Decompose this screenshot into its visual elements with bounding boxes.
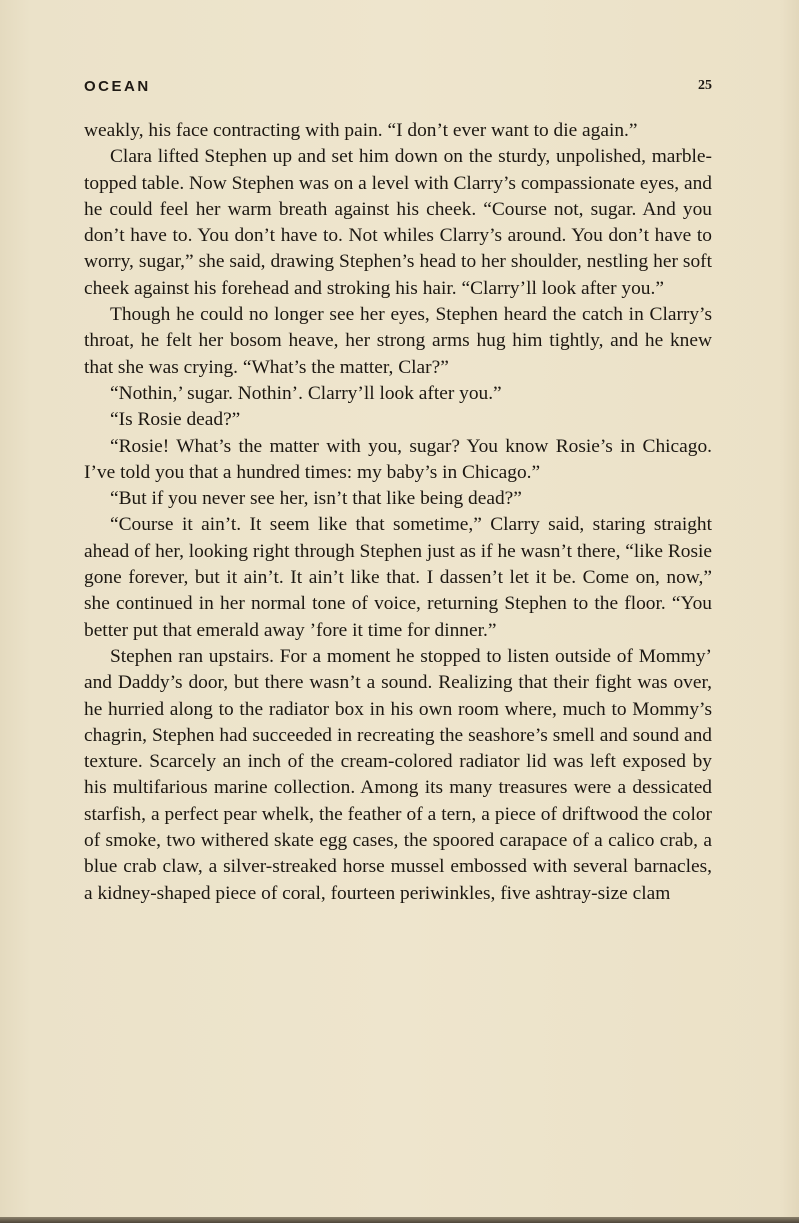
paragraph: “Is Rosie dead?” <box>110 409 241 431</box>
paragraph: “Nothin,’ sugar. Nothin’. Clarry’ll look after you.” <box>110 382 502 404</box>
paragraph: “Course it ain’t. It seem like that sometime,” Clarry said, staring straight ahead of her, looking right through Stephen just as if he wasn’t there, “like Rosie gone forever, but it ain’t. It ain’t like that. I dassen’t let it be. Come on, now,” she continued in her normal tone of voice, returning Stephen to the floor. “You better put that emerald away ’fore it time for dinner.” <box>84 514 712 641</box>
paragraph: “But if you never see her, isn’t that like being dead?” <box>110 488 522 510</box>
body-text <box>84 118 712 907</box>
paragraph: Stephen ran upstairs. For a moment he stopped to listen outside of Mommy’ and Daddy’s door, but there wasn’t a sound. Realizing that their fight was over, he hurried along to the radiator box in his own room where, much to Mommy’s chagrin, Stephen had succeeded in recreating the seashore’s smell and sound and texture. Scarcely an inch of the cream-colored radiator lid was left exposed by his multifarious marine collection. Among its many treasures were a dessicated starfish, a perfect pear whelk, the feather of a tern, a piece of driftwood the color of smoke, two withered skate egg cases, the spoored carapace of a calico crab, a blue crab claw, a silver-streaked horse mussel embossed with several barnacles, a kidney-shaped piece of coral, fourteen periwinkles, five ashtray-size clam <box>84 645 712 904</box>
running-head <box>84 78 712 98</box>
paragraph: weakly, his face contracting with pain. “I don’t ever want to die again.” <box>84 120 638 141</box>
paragraph: Though he could no longer see her eyes, Stephen heard the catch in Clarry’s throat, he felt her bosom heave, her strong arms hug him tightly, and he knew that she was crying. “What’s the matter, Clar?” <box>84 304 712 378</box>
page-number: 25 <box>698 78 712 93</box>
chapter-title: OCEAN <box>84 78 151 95</box>
paragraph: “Rosie! What’s the matter with you, sugar? You know Rosie’s in Chicago. I’ve told you that a hundred times: my baby’s in Chicago.” <box>84 435 712 483</box>
page-bottom-edge <box>0 1217 799 1223</box>
paragraph: Clara lifted Stephen up and set him down on the sturdy, unpolished, marble-topped table. Now Stephen was on a level with Clarry’s compassionate eyes, and he could feel her warm breath against his cheek. “Course not, sugar. And you don’t have to. You don’t have to. Not whiles Clarry’s around. You don’t have to worry, sugar,” she said, drawing Stephen’s head to her shoulder, nestling her soft cheek against his forehead and stroking his hair. “Clarry’ll look after you.” <box>84 146 712 299</box>
